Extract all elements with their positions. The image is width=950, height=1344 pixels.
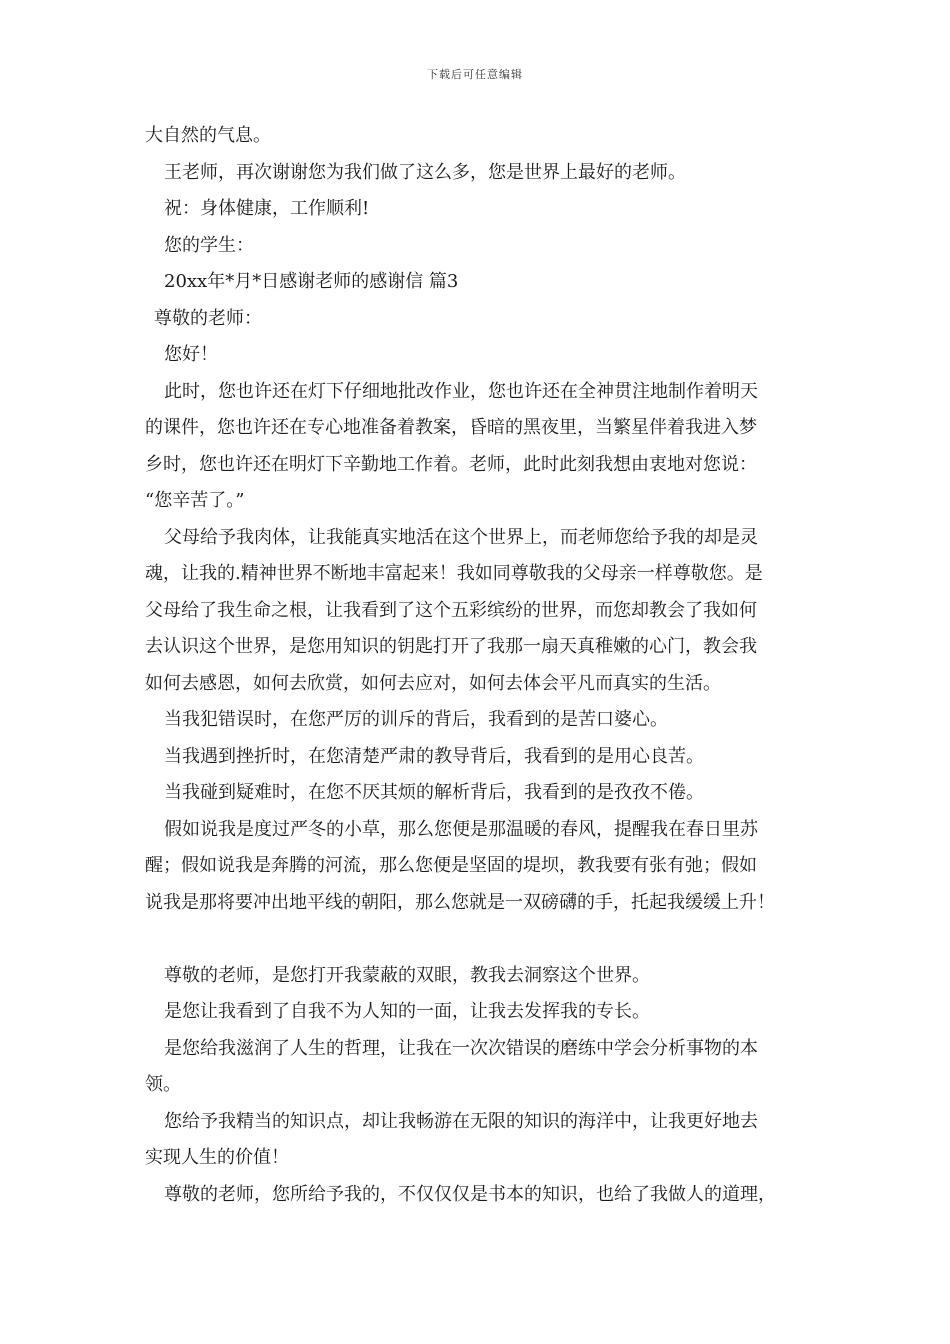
- paragraph-line: 当我犯错误时，在您严厉的训斥的背后，我看到的是苦口婆心。: [164, 709, 668, 730]
- signature-line: 您的学生：: [164, 234, 254, 256]
- paragraph-line: 说我是那将要冲出地平线的朝阳，那么您就是一双磅礴的手，托起我缓缓上升！: [145, 891, 775, 913]
- paragraph-line: 去认识这个世界，是您用知识的钥匙打开了我那一扇天真稚嫩的心门，教会我: [145, 636, 757, 657]
- paragraph-line: 的课件，您也许还在专心地准备着教案，昏暗的黑夜里，当繁星伴着我进入梦: [145, 417, 757, 438]
- section-title: 20xx年*月*日感谢老师的感谢信 篇3: [164, 271, 459, 292]
- paragraph-line: 尊敬的老师，是您打开我蒙蔽的双眼，教我去洞察这个世界。: [164, 964, 650, 986]
- paragraph-line: 父母给予我肉体，让我能真实地活在这个世界上，而老师您给予我的却是灵: [164, 526, 758, 548]
- paragraph-line: 乡时，您也许还在明灯下辛勤地工作着。老师，此时此刻我想由衷地对您说：: [145, 453, 757, 475]
- paragraph-line: 您给予我精当的知识点，却让我畅游在无限的知识的海洋中，让我更好地去: [164, 1110, 758, 1132]
- paragraph-line: 实现人生的价值！: [145, 1147, 289, 1168]
- paragraph-line: 是您给我滋润了人生的哲理，让我在一次次错误的磨练中学会分析事物的本: [164, 1037, 758, 1059]
- page-header: 下载后可任意编辑: [427, 68, 523, 81]
- paragraph-line: 大自然的气息。: [145, 125, 271, 146]
- paragraph-line: 王老师，再次谢谢您为我们做了这么多，您是世界上最好的老师。: [164, 161, 686, 183]
- paragraph-line: 此时，您也许还在灯下仔细地批改作业，您也许还在全神贯注地制作着明天: [164, 380, 758, 402]
- paragraph-line: 领。: [145, 1074, 181, 1095]
- paragraph-line: “您辛苦了。”: [145, 490, 245, 511]
- greeting-wish: 祝：身体健康，工作顺利!: [164, 198, 370, 219]
- paragraph-line: 父母给了我生命之根，让我看到了这个五彩缤纷的世界，而您却教会了我如何: [145, 599, 757, 621]
- blank-line: [145, 921, 825, 958]
- paragraph-line: 假如说我是度过严冬的小草，那么您便是那温暖的春风，提醒我在春日里苏: [164, 818, 758, 840]
- paragraph-line: 当我碰到疑难时，在您不厌其烦的解析背后，我看到的是孜孜不倦。: [164, 782, 704, 803]
- paragraph-line: 尊敬的老师，您所给予我的，不仅仅仅是书本的知识，也给了我做人的道理，: [164, 1183, 776, 1205]
- salutation: 尊敬的老师：: [154, 307, 262, 329]
- paragraph-line: 如何去感恩，如何去欣赏，如何去应对，如何去体会平凡而真实的生活。: [145, 672, 721, 694]
- paragraph-line: 是您让我看到了自我不为人知的一面，让我去发挥我的专长。: [164, 1001, 650, 1022]
- paragraph-line: 醒；假如说我是奔腾的河流，那么您便是坚固的堤坝，教我要有张有弛；假如: [145, 855, 757, 876]
- paragraph-line: 魂，让我的.精神世界不断地丰富起来！我如同尊敬我的父母亲一样尊敬您。是: [145, 563, 763, 584]
- paragraph-line: 当我遇到挫折时，在您清楚严肃的教导背后，我看到的是用心良苦。: [164, 745, 704, 767]
- document-body: [145, 118, 825, 1213]
- greeting: 您好！: [164, 344, 218, 365]
